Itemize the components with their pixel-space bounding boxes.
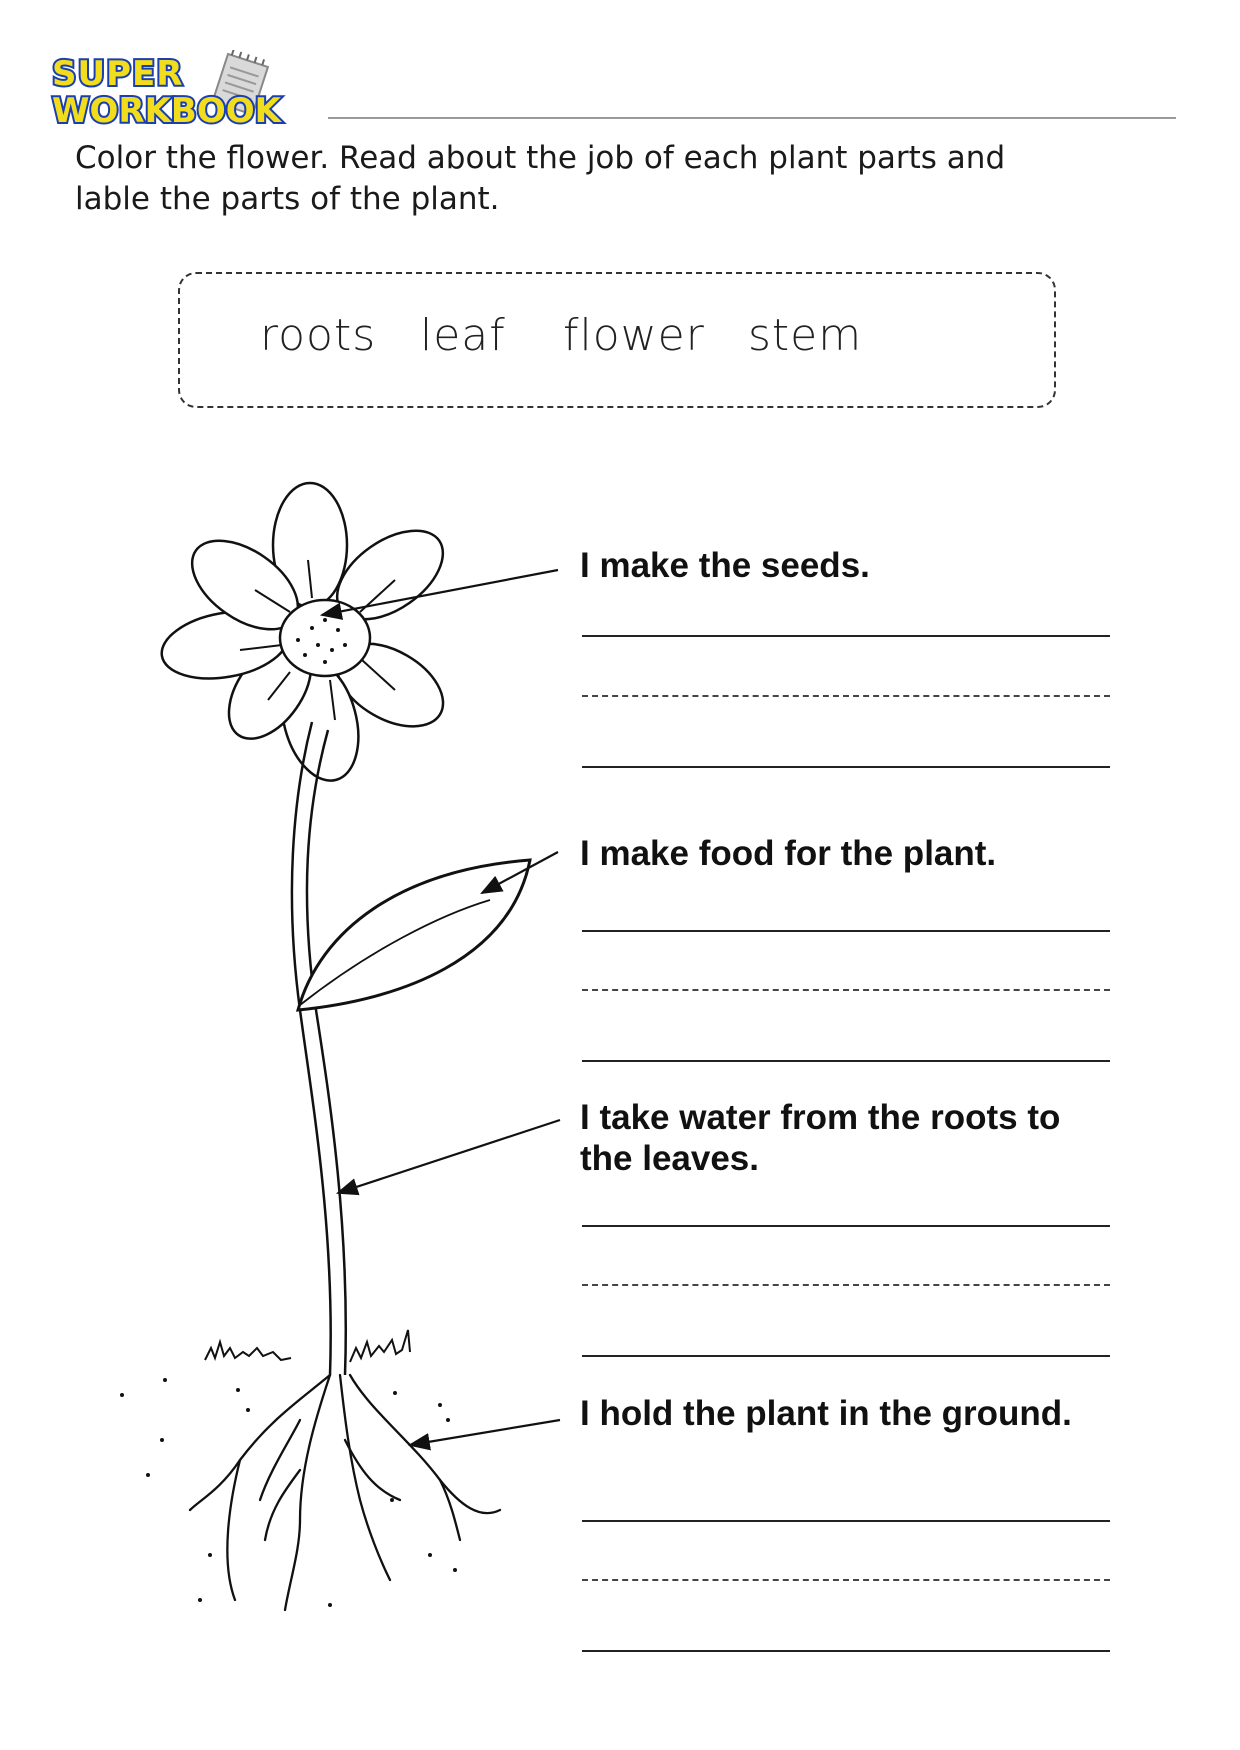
- writing-line-mid: [582, 1579, 1110, 1581]
- plant-leaf: [298, 860, 530, 1010]
- instructions: Color the flower. Read about the job of each plant parts and lable the parts of the plant.: [75, 140, 1006, 217]
- writing-line-base: [582, 1060, 1110, 1062]
- writing-line-top: [582, 1520, 1110, 1522]
- word-bank-roots: roots: [260, 310, 377, 361]
- clue-stem: I take water from the roots to the leaves.: [580, 1098, 1061, 1178]
- super-workbook-logo: [50, 50, 315, 130]
- writing-line-top: [582, 930, 1110, 932]
- plant-roots: [190, 1375, 500, 1610]
- soil-dots: [120, 1378, 457, 1607]
- grass: [205, 1330, 410, 1362]
- writing-line-top: [582, 1225, 1110, 1227]
- writing-line-mid: [582, 989, 1110, 991]
- word-bank: [178, 272, 1056, 408]
- writing-line-top: [582, 635, 1110, 637]
- plant-drawing: [100, 470, 570, 1620]
- writing-line-base: [582, 1355, 1110, 1357]
- writing-line-base: [582, 766, 1110, 768]
- header-rule: [328, 117, 1176, 119]
- logo-line-2: WORKBOOK: [52, 91, 282, 130]
- flower-center: [280, 600, 370, 676]
- writing-line-mid: [582, 1284, 1110, 1286]
- clue-flower: I make the seeds.: [580, 546, 870, 585]
- logo-line-1: SUPER: [52, 54, 184, 94]
- word-bank-leaf: leaf: [420, 310, 506, 361]
- word-bank-stem: stem: [748, 310, 863, 361]
- clue-leaf: I make food for the plant.: [580, 834, 997, 873]
- word-bank-flower: flower: [563, 310, 705, 361]
- writing-line-base: [582, 1650, 1110, 1652]
- clue-roots: I hold the plant in the ground.: [580, 1394, 1072, 1433]
- writing-line-mid: [582, 695, 1110, 697]
